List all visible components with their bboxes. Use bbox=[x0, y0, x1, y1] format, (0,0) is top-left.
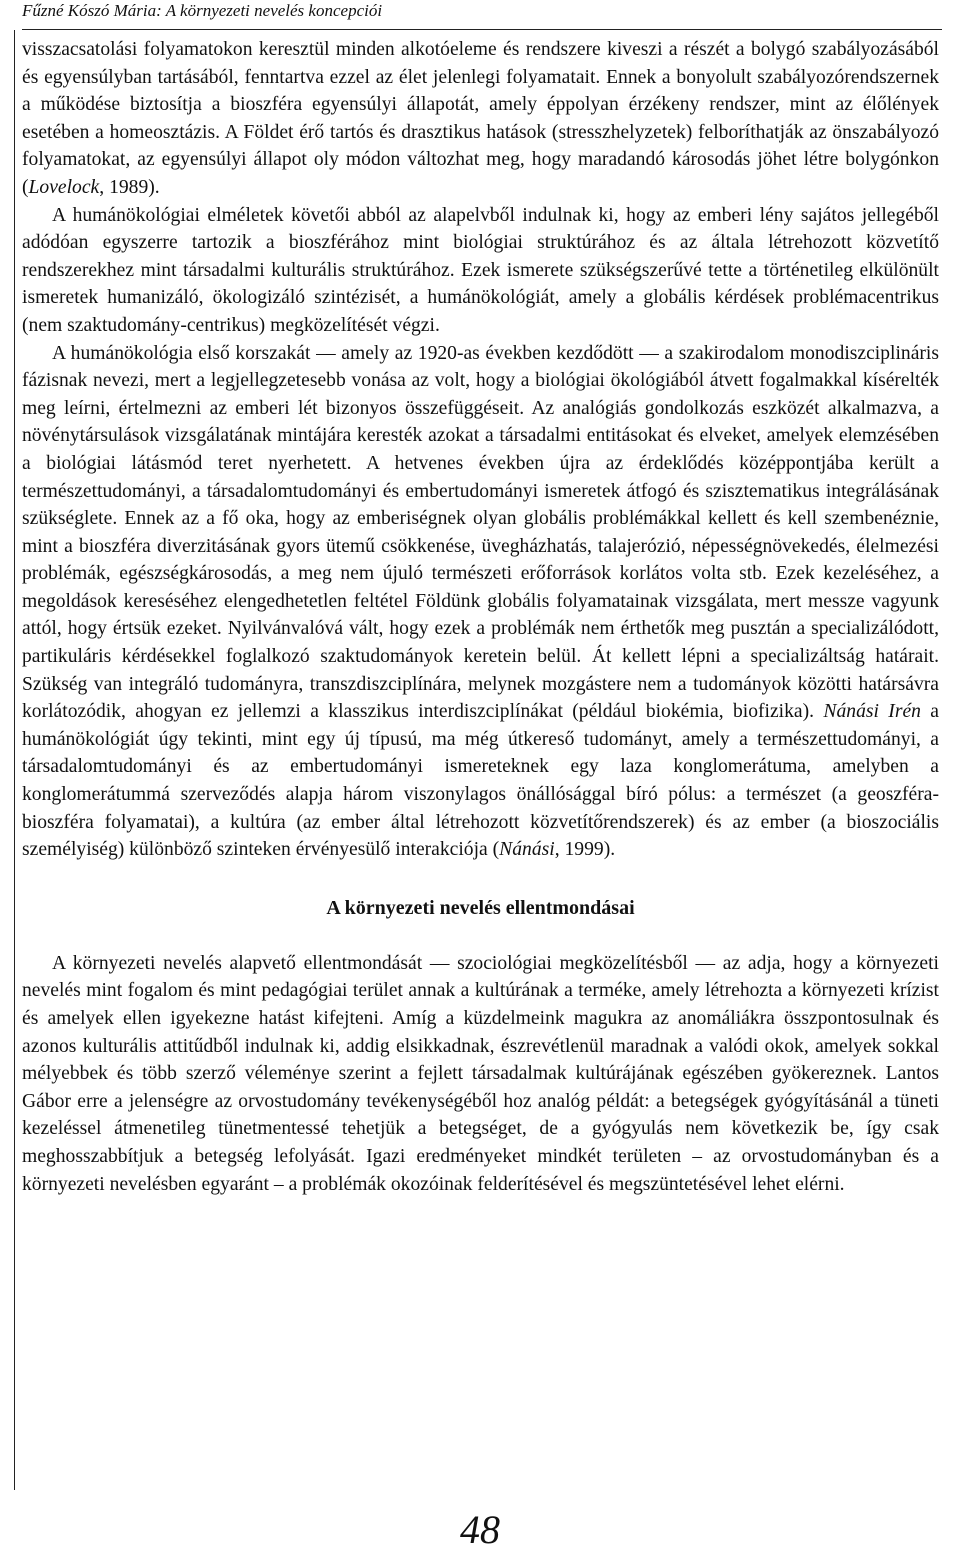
left-margin-rule bbox=[14, 30, 15, 1490]
citation-nanasi: Nánási bbox=[499, 839, 555, 861]
paragraph-1: visszacsatolási folyamatokon keresztül minden alkotóeleme és rendszere kiveszi a részét a bolygó szabályozásából és egyensúlyban tartásából, fenntartva ezzel az élet jelenlegi folyamatait. Ennek a bonyolult szabályozórendszernek a működése biztosítja a bioszféra egyensúlyi állapotát, amely éppolyan érzékeny rendszer, mint az élőlények esetében a homeosztázis. A Földet érő tartós és drasztikus hatások (stresszhelyzetek) felboríthatják az önszabályozó folyamatokat, az egyensúlyi állapot oly módon változhat meg, hogy maradandó károsodás jöhet létre bolygónkon (Lovelock, 1989). bbox=[22, 39, 939, 198]
section-heading: A környezeti nevelés ellentmondásai bbox=[326, 896, 635, 919]
author-name-nanasi: Nánási Irén bbox=[823, 701, 921, 723]
citation-lovelock: Lovelock bbox=[28, 176, 100, 198]
paragraph-3: A humánökológia első korszakát — amely az 1920-as években kezdődött — a szakirodalom monodiszciplináris fázisnak nevezi, mert a legjellegzetesebb vonása az volt, hogy a biológiai ökológiából átvett fogalmakkal kísérelték meg leírni, értelmezni az emberi lét bizonyos összefüggéseit. Az analógiás gondolkozás eszközét alkalmazva, a növénytársulások vizsgálatának mintájára keresték azokat a társadalmi entitásokat és elveket, amelyek elemzésében a biológiai látásmód teret nyerhetett. A hetvenes években újra az érdeklődés középpontjába került a természettudományi, a társadalomtudományi és embertudományi ismeretek átfogó és szisztematikus integrálásának szükséglete. Ennek az a fő oka, hogy az emberiségnek olyan globális problémákkal kellett és kell szembenéznie, mint a bioszféra diverzitásának gyors ütemű csökkenése, üvegházhatás, talajerózió, népességnövekedés, élelmezési problémák, egészségkárosodás, a meg nem újuló természeti erőforrások korlátos volta stb. Ezek kezeléséhez, a megoldások kereséséhez elengedhetetlen feltétel Földünk globális folyamatainak vizsgálata, mert messze vagyunk attól, hogy értsük ezeket. Nyilvánvalóvá vált, hogy ezek a problémák nem érthetők meg pusztán a specializálódott, partikuláris kérdésekkel foglalkozó szaktudományok keretein belül. Át kellett lépni a specializáltság határait. Szükség van integráló tudományra, transzdiszciplínára, melynek mozgástere nem a tudományok közötti határsávra korlátozódik, ahogyan ez jellemzi a klasszikus interdiszciplínákat (például biokémia, biofizika). Nánási Irén a humánökológiát úgy tekinti, mint egy új típusú, ma még útkereső tudományt, amely a természettudományi, a társadalomtudományi és az embertudományi ismereteknek egy laza konglomerátuma, amelyben a konglomerátummá szerveződés alapja három viszonylagos önállósággal bíró pólus: a természet (a geoszféra-bioszféra folyamatai), a kultúra (az ember által létrehozott közvetítőrendszerek) és az ember (a bioszociális személyiség) különböző szinteken érvényesülő interakciója (Nánási, 1999). bbox=[22, 342, 939, 861]
paragraph-2: A humánökológiai elméletek követői abból az alapelvből indulnak ki, hogy az emberi lény sajátos jellegéből adódóan egyszerre tartozik a bioszférához mint biológiai struktúrához és az általa létrehozott közvetítő rendszerekhez mint társadalmi kulturális struktúrához. Ezek ismerete szükségszerűvé tette a történetileg elkülönült ismeretek humanizáló, ökologizáló szintézisét, a humánökológiát, amely a globális kérdések problémacentrikus (nem szaktudomány-centrikus) megközelítését végzi. bbox=[22, 204, 939, 336]
page-number: 48 bbox=[460, 1507, 500, 1552]
running-head bbox=[22, 0, 942, 30]
running-title: Fűzné Kószó Mária: A környezeti nevelés koncepciói bbox=[22, 1, 383, 20]
page-body bbox=[22, 36, 939, 1198]
paragraph-4: A környezeti nevelés alapvető ellentmondását — szociológiai megközelítésből — az adja, hogy a környezeti nevelés mint fogalom és mint pedagógiai terület annak a kultúrának a terméke, amely létrehozta a környezeti krízist és amelyek ellen igyekezne hatást kifejteni. Amíg a küzdelmeink magukra az anomáliákra összpontosulnak és azonos kulturális attitűdből indulnak ki, addig elsikkadnak, észrevétlenül maradnak a valódi okok, amelyek sokkal mélyebbek és több szerző véleménye szerint a fejlett társadalmak kultúrájának egészében gyökereznek. Lantos Gábor erre a jelenségre az orvostudomány tevékenységéből hoz analóg példát: a betegségek gyógyításánál a tüneti kezeléssel átmenetileg tünetmentessé tehetjük a betegséget, de a gyógyulás nem következik be, így csak meghosszabbítjuk a betegség lefolyását. Igazi eredményeket mindkét területen – az orvostudományban és a környezeti nevelésben egyaránt – a problémák okozóinak felderítésével és megszüntetésével lehet elérni. bbox=[22, 952, 939, 1195]
